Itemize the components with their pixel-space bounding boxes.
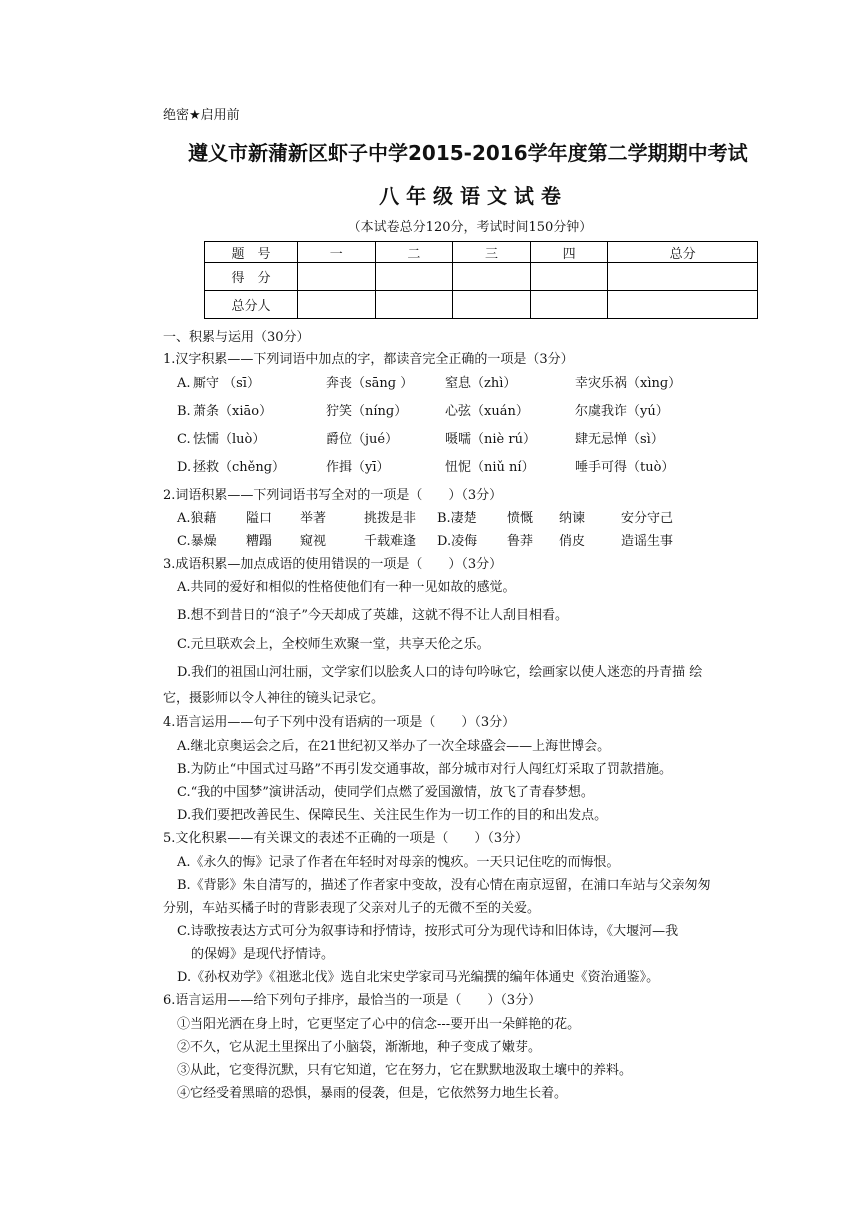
score-header-cell: 总分 xyxy=(608,242,758,263)
section-heading: 一、积累与运用（30分） xyxy=(163,330,310,345)
score-cell xyxy=(375,291,453,319)
q1-stem: 1.汉字积累——下列词语中加点的字，都读音完全正确的一项是（3分） xyxy=(163,352,574,367)
score-header-cell: 二 xyxy=(375,242,453,263)
score-table xyxy=(204,241,758,319)
q6-sentence-4: ④它经受着黑暗的恐惧，暴雨的侵袭，但是，它依然努力地生长着。 xyxy=(177,1086,568,1101)
score-cell xyxy=(298,263,376,291)
q5-option-b-line2: 分别，车站买橘子时的背影表现了父亲对儿子的无微不至的关爱。 xyxy=(163,901,541,916)
q6-sentence-3: ③从此，它变得沉默，只有它知道，它在努力，它在默默地汲取土壤中的养料。 xyxy=(177,1063,633,1078)
q3-stem: 3.成语积累—加点成语的使用错误的一项是（ ）（3分） xyxy=(163,557,503,572)
score-row xyxy=(205,291,758,319)
secret-label: 绝密★启用前 xyxy=(163,108,240,123)
q4-stem: 4.语言运用——句子下列中没有语病的一项是（ ）（3分） xyxy=(163,715,516,730)
exam-note: （本试卷总分120分，考试时间150分钟） xyxy=(347,220,593,235)
q3-option-d-line1: D.我们的祖国山河壮丽，文学家们以脍炙人口的诗句吟咏它，绘画家以使人迷恋的丹青描 绘 xyxy=(177,665,703,680)
score-header-cell: 题 号 xyxy=(205,242,298,263)
q4-option-a: A.继北京奥运会之后，在21世纪初又举办了一次全球盛会——上海世博会。 xyxy=(177,739,611,754)
q5-option-c-line1: C.诗歌按表达方式可分为叙事诗和抒情诗，按形式可分为现代诗和旧体诗，《大堰河—我 xyxy=(177,924,679,939)
q6-sentence-2: ②不久，它从泥土里探出了小脑袋，渐渐地，种子变成了嫩芽。 xyxy=(177,1040,542,1055)
q3-option-a: A.共同的爱好和相似的性格使他们有一种一见如故的感觉。 xyxy=(177,580,516,595)
score-cell xyxy=(298,291,376,319)
score-cell xyxy=(453,263,531,291)
q5-option-c-line2: 的保姆》是现代抒情诗。 xyxy=(191,947,335,962)
score-cell xyxy=(608,263,758,291)
score-header-cell: 一 xyxy=(298,242,376,263)
q4-option-b: B.为防止“中国式过马路”不再引发交通事故，部分城市对行人闯红灯采取了罚款措施。 xyxy=(177,762,672,777)
q3-option-b: B.想不到昔日的“浪子”今天却成了英雄，这就不得不让人刮目相看。 xyxy=(177,608,568,623)
q5-option-b-line1: B.《背影》朱自清写的，描述了作者家中变故，没有心情在南京逗留，在浦口车站与父亲匆匆 xyxy=(177,878,711,893)
score-row-label: 总分人 xyxy=(205,291,298,319)
q5-option-a: A.《永久的悔》记录了作者在年轻时对母亲的愧疚。一天只记住吃的而悔恨。 xyxy=(177,855,620,870)
q3-option-c: C.元旦联欢会上，全校师生欢聚一堂，共享天伦之乐。 xyxy=(177,637,490,652)
score-cell xyxy=(608,291,758,319)
score-row-label: 得 分 xyxy=(205,263,298,291)
score-cell xyxy=(530,291,608,319)
q3-option-d-line2: 它，摄影师以令人神往的镜头记录它。 xyxy=(163,691,385,706)
q5-stem: 5.文化积累——有关课文的表述不正确的一项是（ ）（3分） xyxy=(163,831,529,846)
score-table-header-row xyxy=(205,242,758,263)
score-header-cell: 三 xyxy=(453,242,531,263)
q4-option-d: D.我们要把改善民生、保障民生、关注民生作为一切工作的目的和出发点。 xyxy=(177,808,608,823)
q4-option-c: C.“我的中国梦”演讲活动，使同学们点燃了爱国激情，放飞了青春梦想。 xyxy=(177,785,594,800)
q6-stem: 6.语言运用——给下列句子排序，最恰当的一项是（ ）（3分） xyxy=(163,993,542,1008)
score-cell xyxy=(453,291,531,319)
paper-subtitle: 八 年 级 语 文 试 卷 xyxy=(379,184,561,208)
q6-sentence-1: ①当阳光洒在身上时，它更坚定了心中的信念---要开出一朵鲜艳的花。 xyxy=(177,1017,581,1032)
score-cell xyxy=(530,263,608,291)
score-cell xyxy=(375,263,453,291)
score-header-cell: 四 xyxy=(530,242,608,263)
score-row xyxy=(205,263,758,291)
exam-title: 遵义市新蒲新区虾子中学2015-2016学年度第二学期期中考试 xyxy=(188,141,748,165)
q2-stem: 2.词语积累——下列词语书写全对的一项是（ ）（3分） xyxy=(163,488,503,503)
q5-option-d: D.《孙权劝学》《祖逖北伐》选自北宋史学家司马光编撰的编年体通史《资治通鉴》。 xyxy=(177,970,660,985)
